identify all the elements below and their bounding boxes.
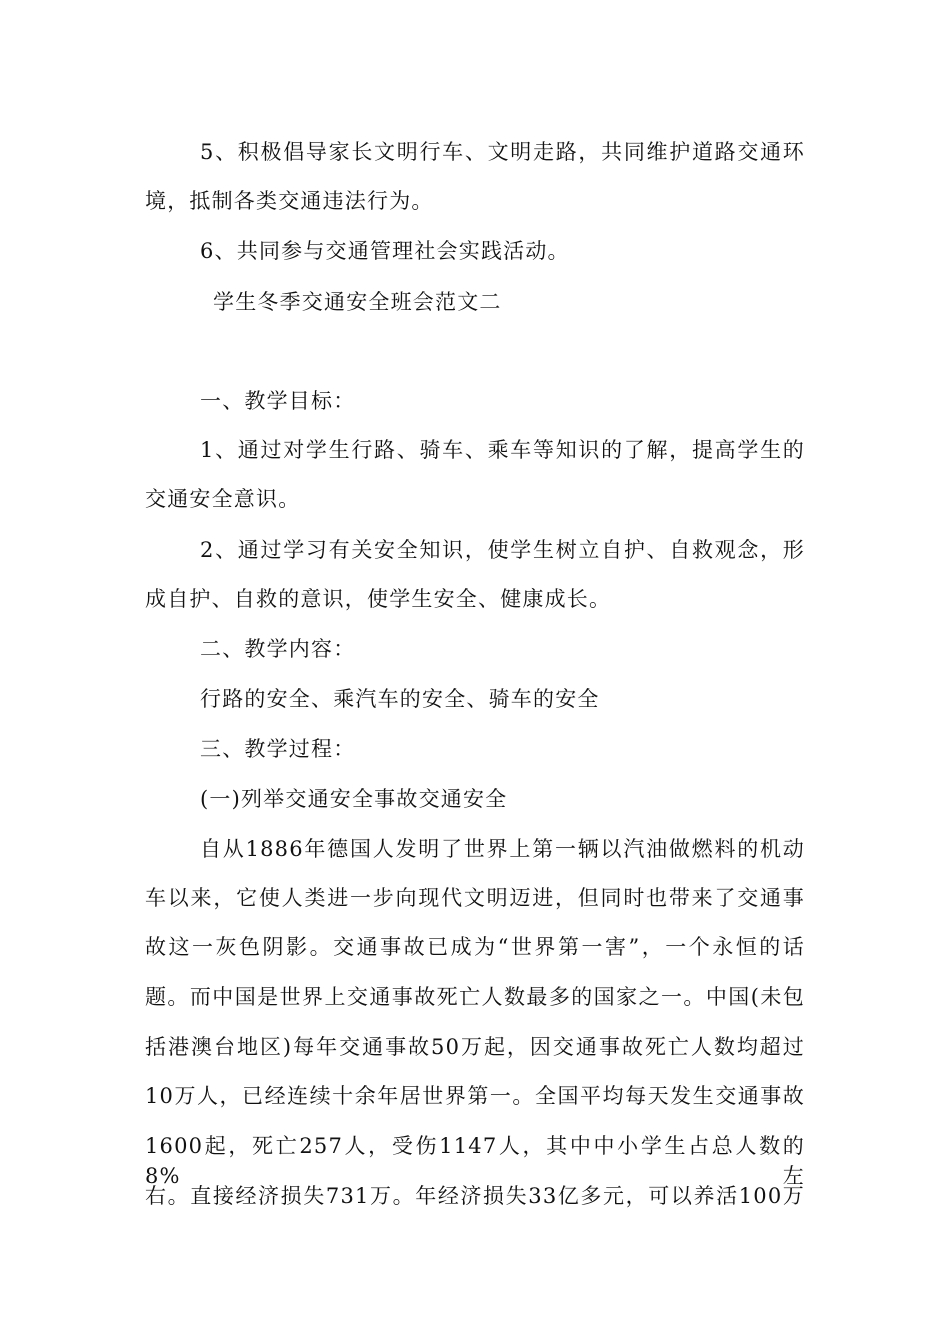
heading-teaching-content: 二、教学内容： [200,637,356,661]
accident-paragraph-line-1: 自从1886年德国人发明了世界上第一辆以汽油做燃料的机动 [200,837,805,861]
goal-2-line-1: 2、通过学习有关安全知识，使学生树立自护、自救观念，形 [200,538,805,562]
section-title: 学生冬季交通安全班会范文二 [213,290,502,314]
paragraph-6: 6、共同参与交通管理社会实践活动。 [200,239,570,263]
goal-1-line-2: 交通安全意识。 [145,487,301,511]
accident-paragraph-line-3: 故这一灰色阴影。交通事故已成为“世界第一害”，一个永恒的话 [145,935,805,959]
accident-paragraph-line-7: 1600起，死亡257人，受伤1147人，其中中小学生占总人数的8%左 [145,1134,805,1188]
paragraph-5-line-2: 境，抵制各类交通违法行为。 [145,189,434,213]
accident-paragraph-line-8: 右。直接经济损失731万。年经济损失33亿多元，可以养活100万 [145,1184,805,1208]
heading-teaching-goals: 一、教学目标： [200,389,356,413]
accident-paragraph-line-2: 车以来，它使人类进一步向现代文明迈进，但同时也带来了交通事 [145,886,805,910]
accident-paragraph-line-6: 10万人，已经连续十余年居世界第一。全国平均每天发生交通事故 [145,1084,805,1108]
accident-paragraph-line-4: 题。而中国是世界上交通事故死亡人数最多的国家之一。中国(未包 [145,985,805,1009]
heading-teaching-process: 三、教学过程： [200,737,356,761]
goal-2-line-2: 成自护、自救的意识，使学生安全、健康成长。 [145,587,612,611]
paragraph-5-line-1: 5、积极倡导家长文明行车、文明走路，共同维护道路交通环 [200,140,805,164]
teaching-content-text: 行路的安全、乘汽车的安全、骑车的安全 [200,687,600,711]
accident-paragraph-line-5: 括港澳台地区)每年交通事故50万起，因交通事故死亡人数均超过 [145,1035,805,1059]
goal-1-line-1: 1、通过对学生行路、骑车、乘车等知识的了解，提高学生的 [200,438,805,462]
subheading-accidents: (一)列举交通安全事故交通安全 [200,787,508,811]
